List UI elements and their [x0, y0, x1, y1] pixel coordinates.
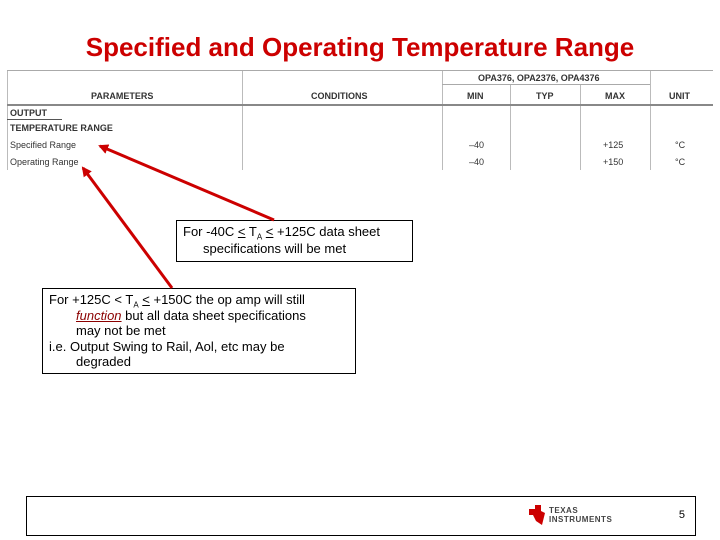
note2-line2: [76, 308, 306, 323]
table-rule-top: [7, 70, 713, 71]
table-col-divider: [442, 70, 443, 170]
table-col-divider: [650, 70, 651, 170]
slide-title: Specified and Operating Temperature Range: [85, 32, 635, 62]
note1-text: +125C data sheet: [273, 224, 380, 239]
logo-line-texas: TEXAS: [549, 506, 579, 515]
header-conditions: CONDITIONS: [311, 91, 368, 101]
page-number: 5: [678, 509, 685, 521]
note2-line1: [49, 292, 305, 310]
table-rule-header: [7, 104, 713, 106]
note2-subscript: A: [133, 300, 139, 310]
note2-text: but all data sheet specifications: [121, 308, 306, 323]
note2-function-word: function: [76, 308, 122, 323]
table-col-divider: [242, 70, 243, 170]
header-min: MIN: [467, 91, 484, 101]
ti-logo: [527, 503, 627, 529]
table-border-left: [7, 70, 8, 170]
note1-line1: [183, 224, 380, 242]
note2-line3: may not be met: [76, 323, 166, 338]
table-rule-group: [442, 84, 650, 85]
note-specified-range: [176, 220, 413, 262]
note2-text: For +125C < T: [49, 292, 134, 307]
logo-line-instruments: INSTRUMENTS: [549, 515, 613, 524]
note1-le-symbol: <: [237, 224, 246, 239]
row-operating-parameter: Operating Range: [10, 157, 79, 167]
note2-text: +150C the op amp will still: [149, 292, 305, 307]
note1-text: T: [245, 224, 257, 239]
section-output: OUTPUT: [10, 108, 47, 118]
row-specified-min: –40: [469, 140, 485, 150]
section-temperature-range: TEMPERATURE RANGE: [10, 123, 113, 133]
ti-logo-text: [549, 506, 612, 524]
arrow-to-operating-range: [83, 168, 172, 288]
note2-le-symbol: <: [142, 292, 150, 307]
row-operating-min: –40: [469, 157, 485, 167]
row-specified-parameter: Specified Range: [10, 140, 77, 150]
note-operating-range: [42, 288, 356, 374]
table-group-header: OPA376, OPA2376, OPA4376: [478, 73, 600, 83]
note2-line4: i.e. Output Swing to Rail, Aol, etc may be: [49, 339, 285, 354]
spec-table: [7, 70, 713, 170]
ti-logo-icon: [527, 503, 547, 527]
section-output-rule: [7, 119, 62, 120]
note2-line5: degraded: [76, 354, 131, 369]
note1-line2: specifications will be met: [203, 241, 347, 256]
row-specified-unit: °C: [675, 140, 686, 150]
header-parameters: PARAMETERS: [91, 91, 154, 101]
row-operating-max: +150: [603, 157, 624, 167]
note1-le-symbol: <: [265, 224, 274, 239]
header-unit: UNIT: [669, 91, 690, 101]
note1-subscript: A: [256, 232, 263, 242]
table-col-divider: [580, 84, 581, 170]
header-typ: TYP: [536, 91, 554, 101]
slide-footer: [26, 496, 696, 536]
table-col-divider: [510, 84, 511, 170]
header-max: MAX: [605, 91, 625, 101]
row-operating-unit: °C: [675, 157, 686, 167]
note1-text: For -40C: [183, 224, 238, 239]
row-specified-max: +125: [603, 140, 624, 150]
